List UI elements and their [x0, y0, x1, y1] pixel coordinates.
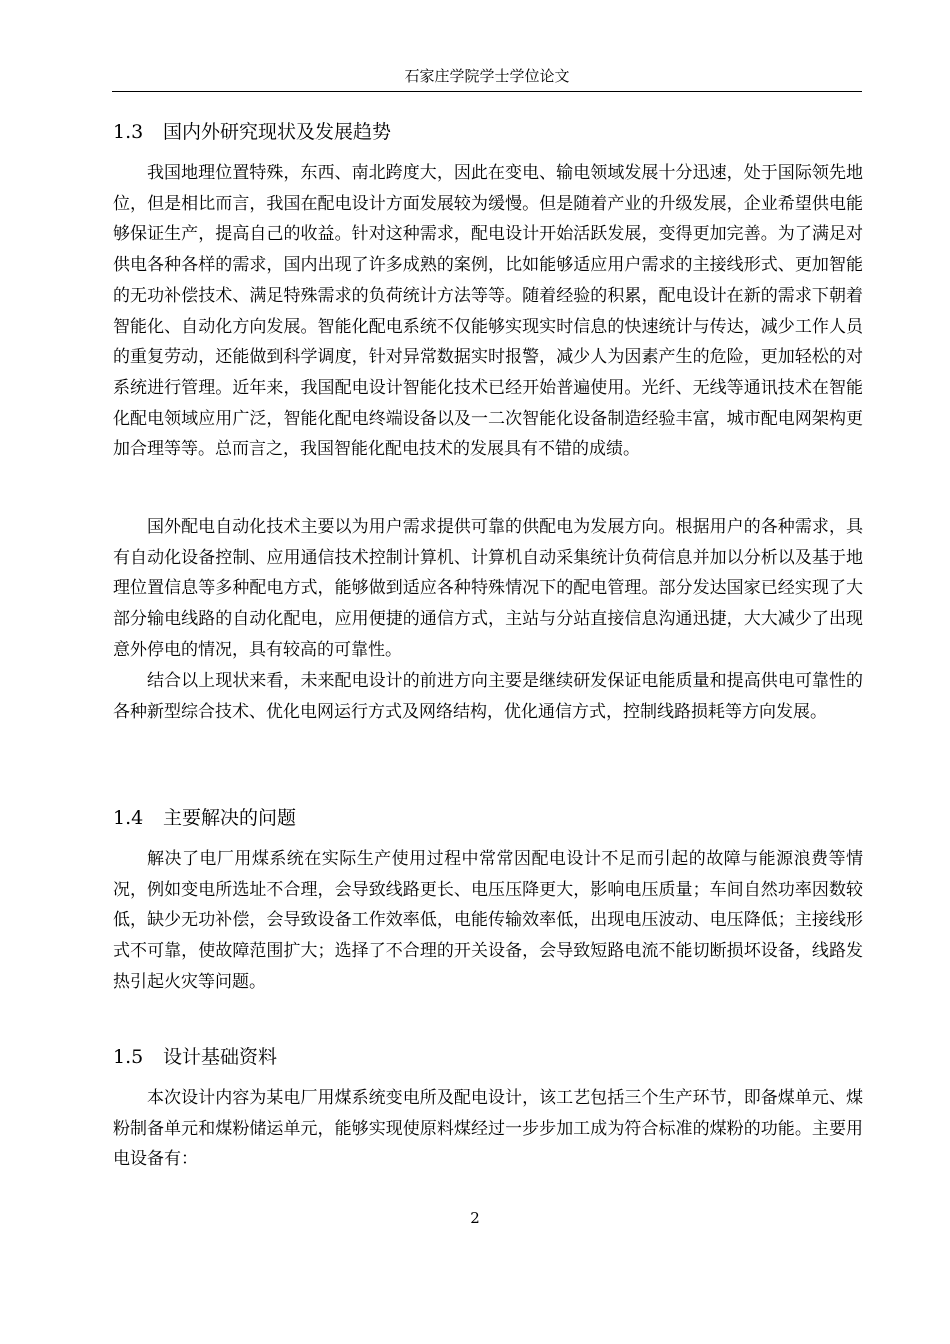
paragraph: 本次设计内容为某电厂用煤系统变电所及配电设计，该工艺包括三个生产环节，即备煤单元、煤粉制备单元和煤粉储运单元，能够实现使原料煤经过一步步加工成为符合标准的煤粉的功能。主要用电设备有： — [113, 1088, 863, 1170]
section-number: 1.5 — [113, 1046, 144, 1068]
section-title: 国内外研究现状及发展趋势 — [163, 121, 392, 143]
paragraph: 我国地理位置特殊，东西、南北跨度大，因此在变电、输电领域发展十分迅速，处于国际领先地位，但是相比而言，我国在配电设计方面发展较为缓慢。但是随着产业的升级发展，企业希望供电能够保证生产，提高自己的收益。针对这种需求，配电设计开始活跃发展，变得更加完善。为了满足对供电各种各样的需求，国内出现了许多成熟的案例，比如能够适应用户需求的主接线形式、更加智能的无功补偿技术、满足特殊需求的负荷统计方法等等。随着经验的积累，配电设计在新的需求下朝着智能化、自动化方向发展。智能化配电系统不仅能够实现实时信息的快速统计与传达，减少工作人员的重复劳动，还能做到科学调度，针对异常数据实时报警，减少人为因素产生的危险，更加轻松的对系统进行管理。近年来，我国配电设计智能化技术已经开始普遍使用。光纤、无线等通讯技术在智能化配电领域应用广泛，智能化配电终端设备以及一二次智能化设备制造经验丰富，城市配电网架构更加合理等等。总而言之，我国智能化配电技术的发展具有不错的成绩。 — [113, 163, 863, 460]
running-header: 石家庄学院学士学位论文 — [404, 67, 570, 85]
page-number: 2 — [470, 1209, 480, 1227]
paragraph: 国外配电自动化技术主要以为用户需求提供可靠的供配电为发展方向。根据用户的各种需求，具有自动化设备控制、应用通信技术控制计算机、计算机自动采集统计负荷信息并加以分析以及基于地理位置信息等多种配电方式，能够做到适应各种特殊情况下的配电管理。部分发达国家已经实现了大部分输电线路的自动化配电，应用便捷的通信方式，主站与分站直接信息沟通迅捷，大大减少了出现意外停电的情况，具有较高的可靠性。 — [113, 517, 863, 660]
section-heading-1-5 — [113, 1044, 277, 1070]
section-heading-1-3 — [113, 119, 391, 145]
section-number: 1.4 — [113, 807, 144, 829]
paragraph: 解决了电厂用煤系统在实际生产使用过程中常常因配电设计不足而引起的故障与能源浪费等情况，例如变电所选址不合理，会导致线路更长、电压压降更大，影响电压质量；车间自然功率因数较低，缺少无功补偿，会导致设备工作效率低，电能传输效率低，出现电压波动、电压降低；主接线形式不可靠，使故障范围扩大；选择了不合理的开关设备，会导致短路电流不能切断损坏设备，线路发热引起火灾等问题。 — [113, 849, 863, 992]
section-heading-1-4 — [113, 805, 296, 831]
header-rule — [112, 91, 862, 92]
paragraph: 结合以上现状来看，未来配电设计的前进方向主要是继续研发保证电能质量和提高供电可靠性的各种新型综合技术、优化电网运行方式及网络结构，优化通信方式，控制线路损耗等方向发展。 — [113, 671, 863, 722]
section-number: 1.3 — [113, 121, 144, 143]
section-title: 主要解决的问题 — [163, 807, 297, 829]
section-title: 设计基础资料 — [163, 1046, 278, 1068]
